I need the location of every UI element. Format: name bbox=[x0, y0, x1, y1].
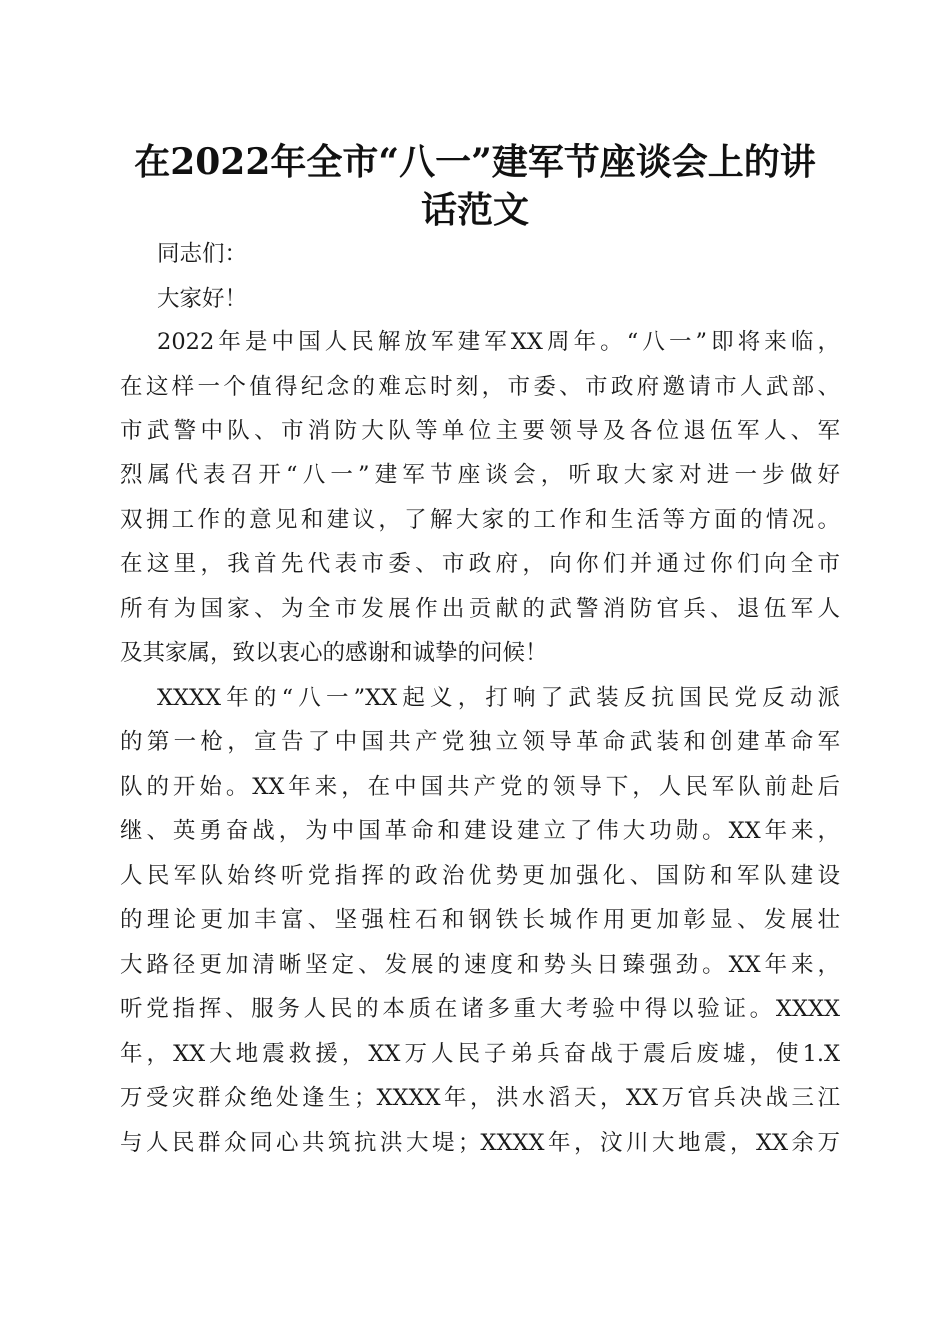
greeting: 大家好！ bbox=[157, 286, 248, 312]
document-title: 在2022年全市“八一”建军节座谈会上的讲 bbox=[134, 141, 816, 183]
paragraph-line: 及其家属，致以衷心的感谢和诚挚的问候！ bbox=[120, 640, 548, 666]
paragraph-line: 的理论更加丰富、坚强柱石和钢铁长城作用更加彰显、发展壮 bbox=[120, 907, 840, 933]
paragraph-line: 与人民群众同心共筑抗洪大堤；XXXX年，汶川大地震，XX余万 bbox=[120, 1130, 840, 1156]
paragraph-line: 在这样一个值得纪念的难忘时刻，市委、市政府邀请市人武部、 bbox=[120, 374, 840, 400]
paragraph-line: 队的开始。XX年来，在中国共产党的领导下，人民军队前赴后 bbox=[120, 774, 840, 800]
document-title-continued: 话范文 bbox=[420, 189, 529, 231]
paragraph-line: 大路径更加清晰坚定、发展的速度和势头日臻强劲。XX年来， bbox=[120, 952, 840, 978]
paragraph-line: 的第一枪，宣告了中国共产党独立领导革命武装和创建革命军 bbox=[120, 729, 840, 755]
paragraph-line: 双拥工作的意见和建议，了解大家的工作和生活等方面的情况。 bbox=[120, 507, 840, 533]
paragraph-line: 市武警中队、市消防大队等单位主要领导及各位退伍军人、军 bbox=[120, 418, 840, 444]
paragraph-line: 继、英勇奋战，为中国革命和建设建立了伟大功勋。XX年来， bbox=[120, 818, 840, 844]
paragraph-line: 年，XX大地震救援，XX万人民子弟兵奋战于震后废墟，使1.X bbox=[120, 1041, 840, 1067]
paragraph-line: 万受灾群众绝处逢生；XXXX年，洪水滔天，XX万官兵决战三江 bbox=[120, 1085, 840, 1111]
paragraph-line: 听党指挥、服务人民的本质在诸多重大考验中得以验证。XXXX bbox=[120, 996, 840, 1022]
paragraph-line: 人民军队始终听党指挥的政治优势更加强化、国防和军队建设 bbox=[120, 863, 840, 889]
paragraph-line: 2022年是中国人民解放军建军XX周年。“八一”即将来临， bbox=[157, 329, 840, 355]
paragraph-line: 所有为国家、为全市发展作出贡献的武警消防官兵、退伍军人 bbox=[120, 596, 840, 622]
paragraph-line: XXXX年的“八一”XX起义，打响了武装反抗国民党反动派 bbox=[157, 685, 840, 711]
paragraph-line: 烈属代表召开“八一”建军节座谈会，听取大家对进一步做好 bbox=[120, 462, 840, 488]
paragraph-line: 在这里，我首先代表市委、市政府，向你们并通过你们向全市 bbox=[120, 551, 840, 577]
salutation: 同志们： bbox=[157, 241, 248, 267]
